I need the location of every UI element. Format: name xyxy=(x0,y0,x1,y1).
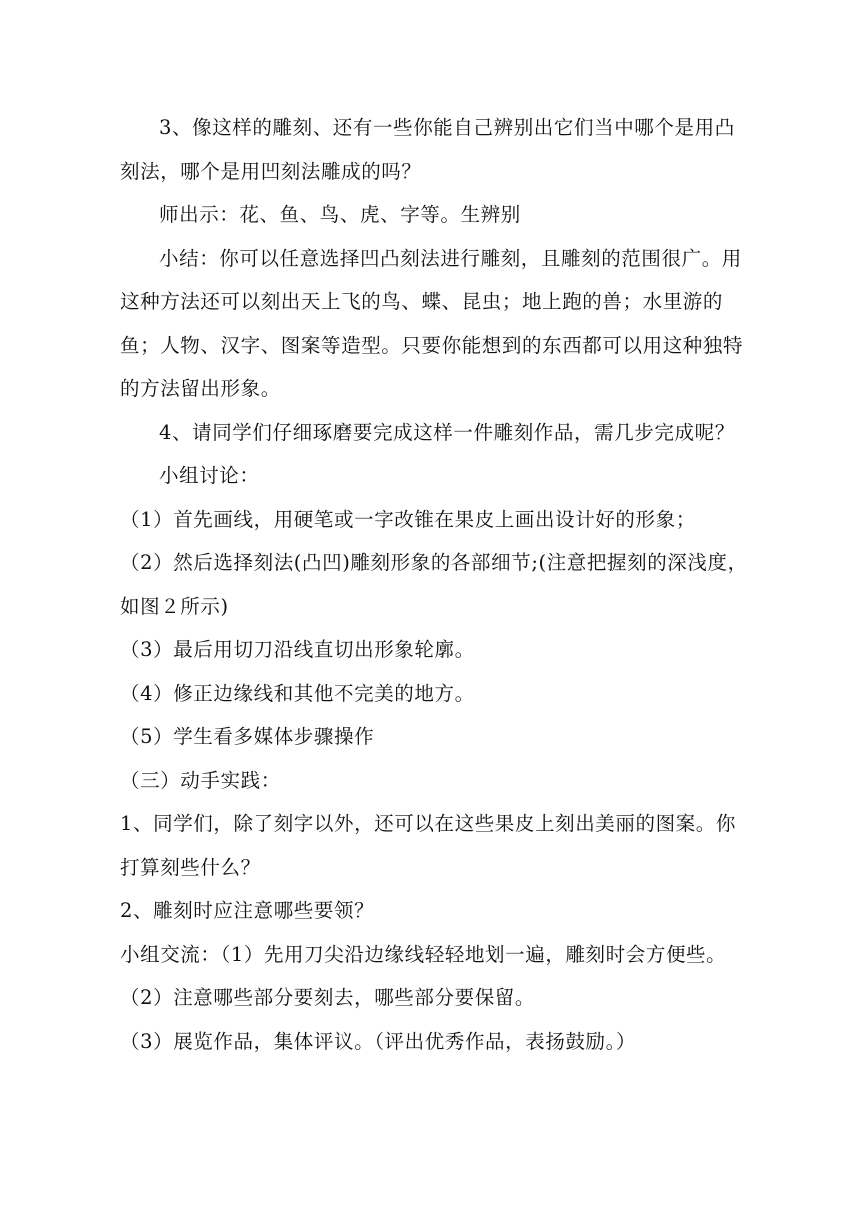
step-2-item: （2）然后选择刻法(凸凹)雕刻形象的各部细节;(注意把握刻的深浅度，如图２所示) xyxy=(120,551,748,618)
question-3-paragraph: 3、像这样的雕刻、还有一些你能自己辨别出它们当中哪个是用凸刻法，哪个是用凹刻法雕成的吗？ xyxy=(120,116,735,183)
step-4-item: （4）修正边缘线和其他不完美的地方。 xyxy=(120,681,475,705)
question-4-paragraph: 4、请同学们仔细琢磨要完成这样一件雕刻作品，需几步完成呢？ xyxy=(159,420,735,444)
practice-1-paragraph: 1、同学们，除了刻字以外，还可以在这些果皮上刻出美丽的图案。你打算刻些什么？ xyxy=(120,812,737,879)
practice-2-paragraph: 2、雕刻时应注意哪些要领？ xyxy=(120,899,375,922)
exchange-1-item: 小组交流：（1）先用刀尖沿边缘线轻轻地划一遍，雕刻时会方便些。 xyxy=(120,942,727,966)
step-3-item: （3）最后用切刀沿线直切出形象轮廓。 xyxy=(120,638,475,661)
section-3-heading: （三）动手实践： xyxy=(120,768,281,792)
summary-paragraph: 小结：你可以任意选择凹凸刻法进行雕刻，且雕刻的范围很广。用这种方法还可以刻出天上飞的鸟、蝶、昆虫；地上跑的兽；水里游的鱼；人物、汉字、图案等造型。只要你能想到的东西都可以用这种独特的方法留出形象。 xyxy=(120,246,744,400)
group-discussion-label: 小组讨论： xyxy=(159,464,260,487)
teacher-show-paragraph: 师出示：花、鱼、鸟、虎、字等。生辨别 xyxy=(159,203,521,226)
exchange-3-item: （3）展览作品，集体评议。（评出优秀作品，表扬鼓励。） xyxy=(120,1029,637,1053)
step-1-item: （1）首先画线，用硬笔或一字改锥在果皮上画出设计好的形象； xyxy=(120,507,696,531)
document-body xyxy=(120,106,750,1063)
exchange-2-item: （2）注意哪些部分要刻去，哪些部分要保留。 xyxy=(120,986,536,1009)
step-5-item: （5）学生看多媒体步骤操作 xyxy=(120,725,375,748)
